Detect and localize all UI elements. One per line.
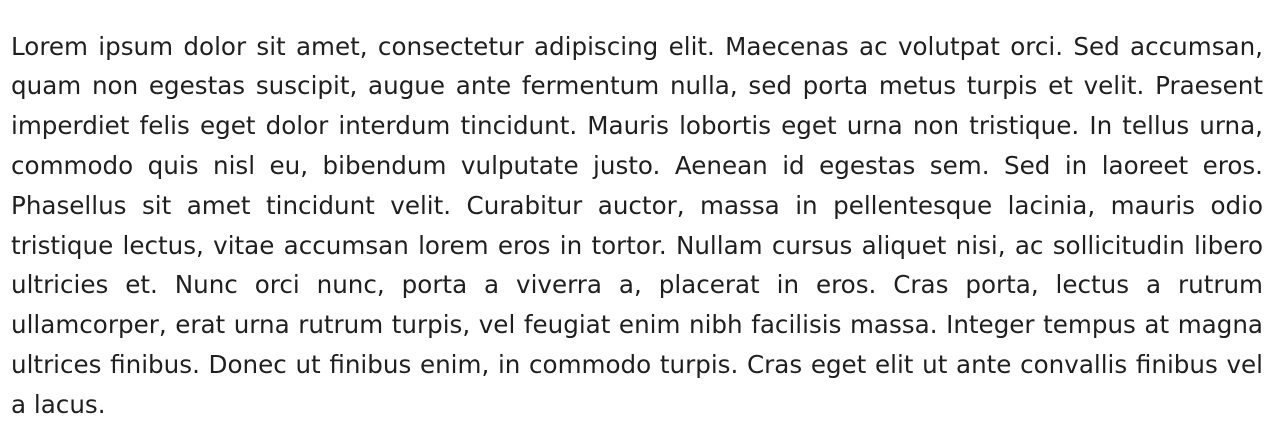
lorem-ipsum-paragraph: Lorem ipsum dolor sit amet, consectetur adipiscing elit. Maecenas ac volutpat orci. Sed accumsan, quam non egestas suscipit, augue ante fermentum nulla, sed porta metus turpis et velit. Praesent imperdiet felis eget dolor interdum tincidunt. Mauris lobortis eget urna non tristique. In tellus urna, commodo quis nisl eu, bibendum vulputate justo. Aenean id egestas sem. Sed in laoreet eros. Phasellus sit amet tincidunt velit. Curabitur auctor, massa in pellentesque lacinia, mauris odio tristique lectus, vitae accumsan lorem eros in tortor. Nullam cursus aliquet nisi, ac sollicitudin libero ultricies et. Nunc orci nunc, porta a viverra a, placerat in eros. Cras porta, lectus a rutrum ullamcorper, erat urna rutrum turpis, vel feugiat enim nibh facilisis massa. Integer tempus at magna ultrices finibus. Donec ut finibus enim, in commodo turpis. Cras eget elit ut ante convallis finibus vel a lacus. (11, 31, 1263, 419)
